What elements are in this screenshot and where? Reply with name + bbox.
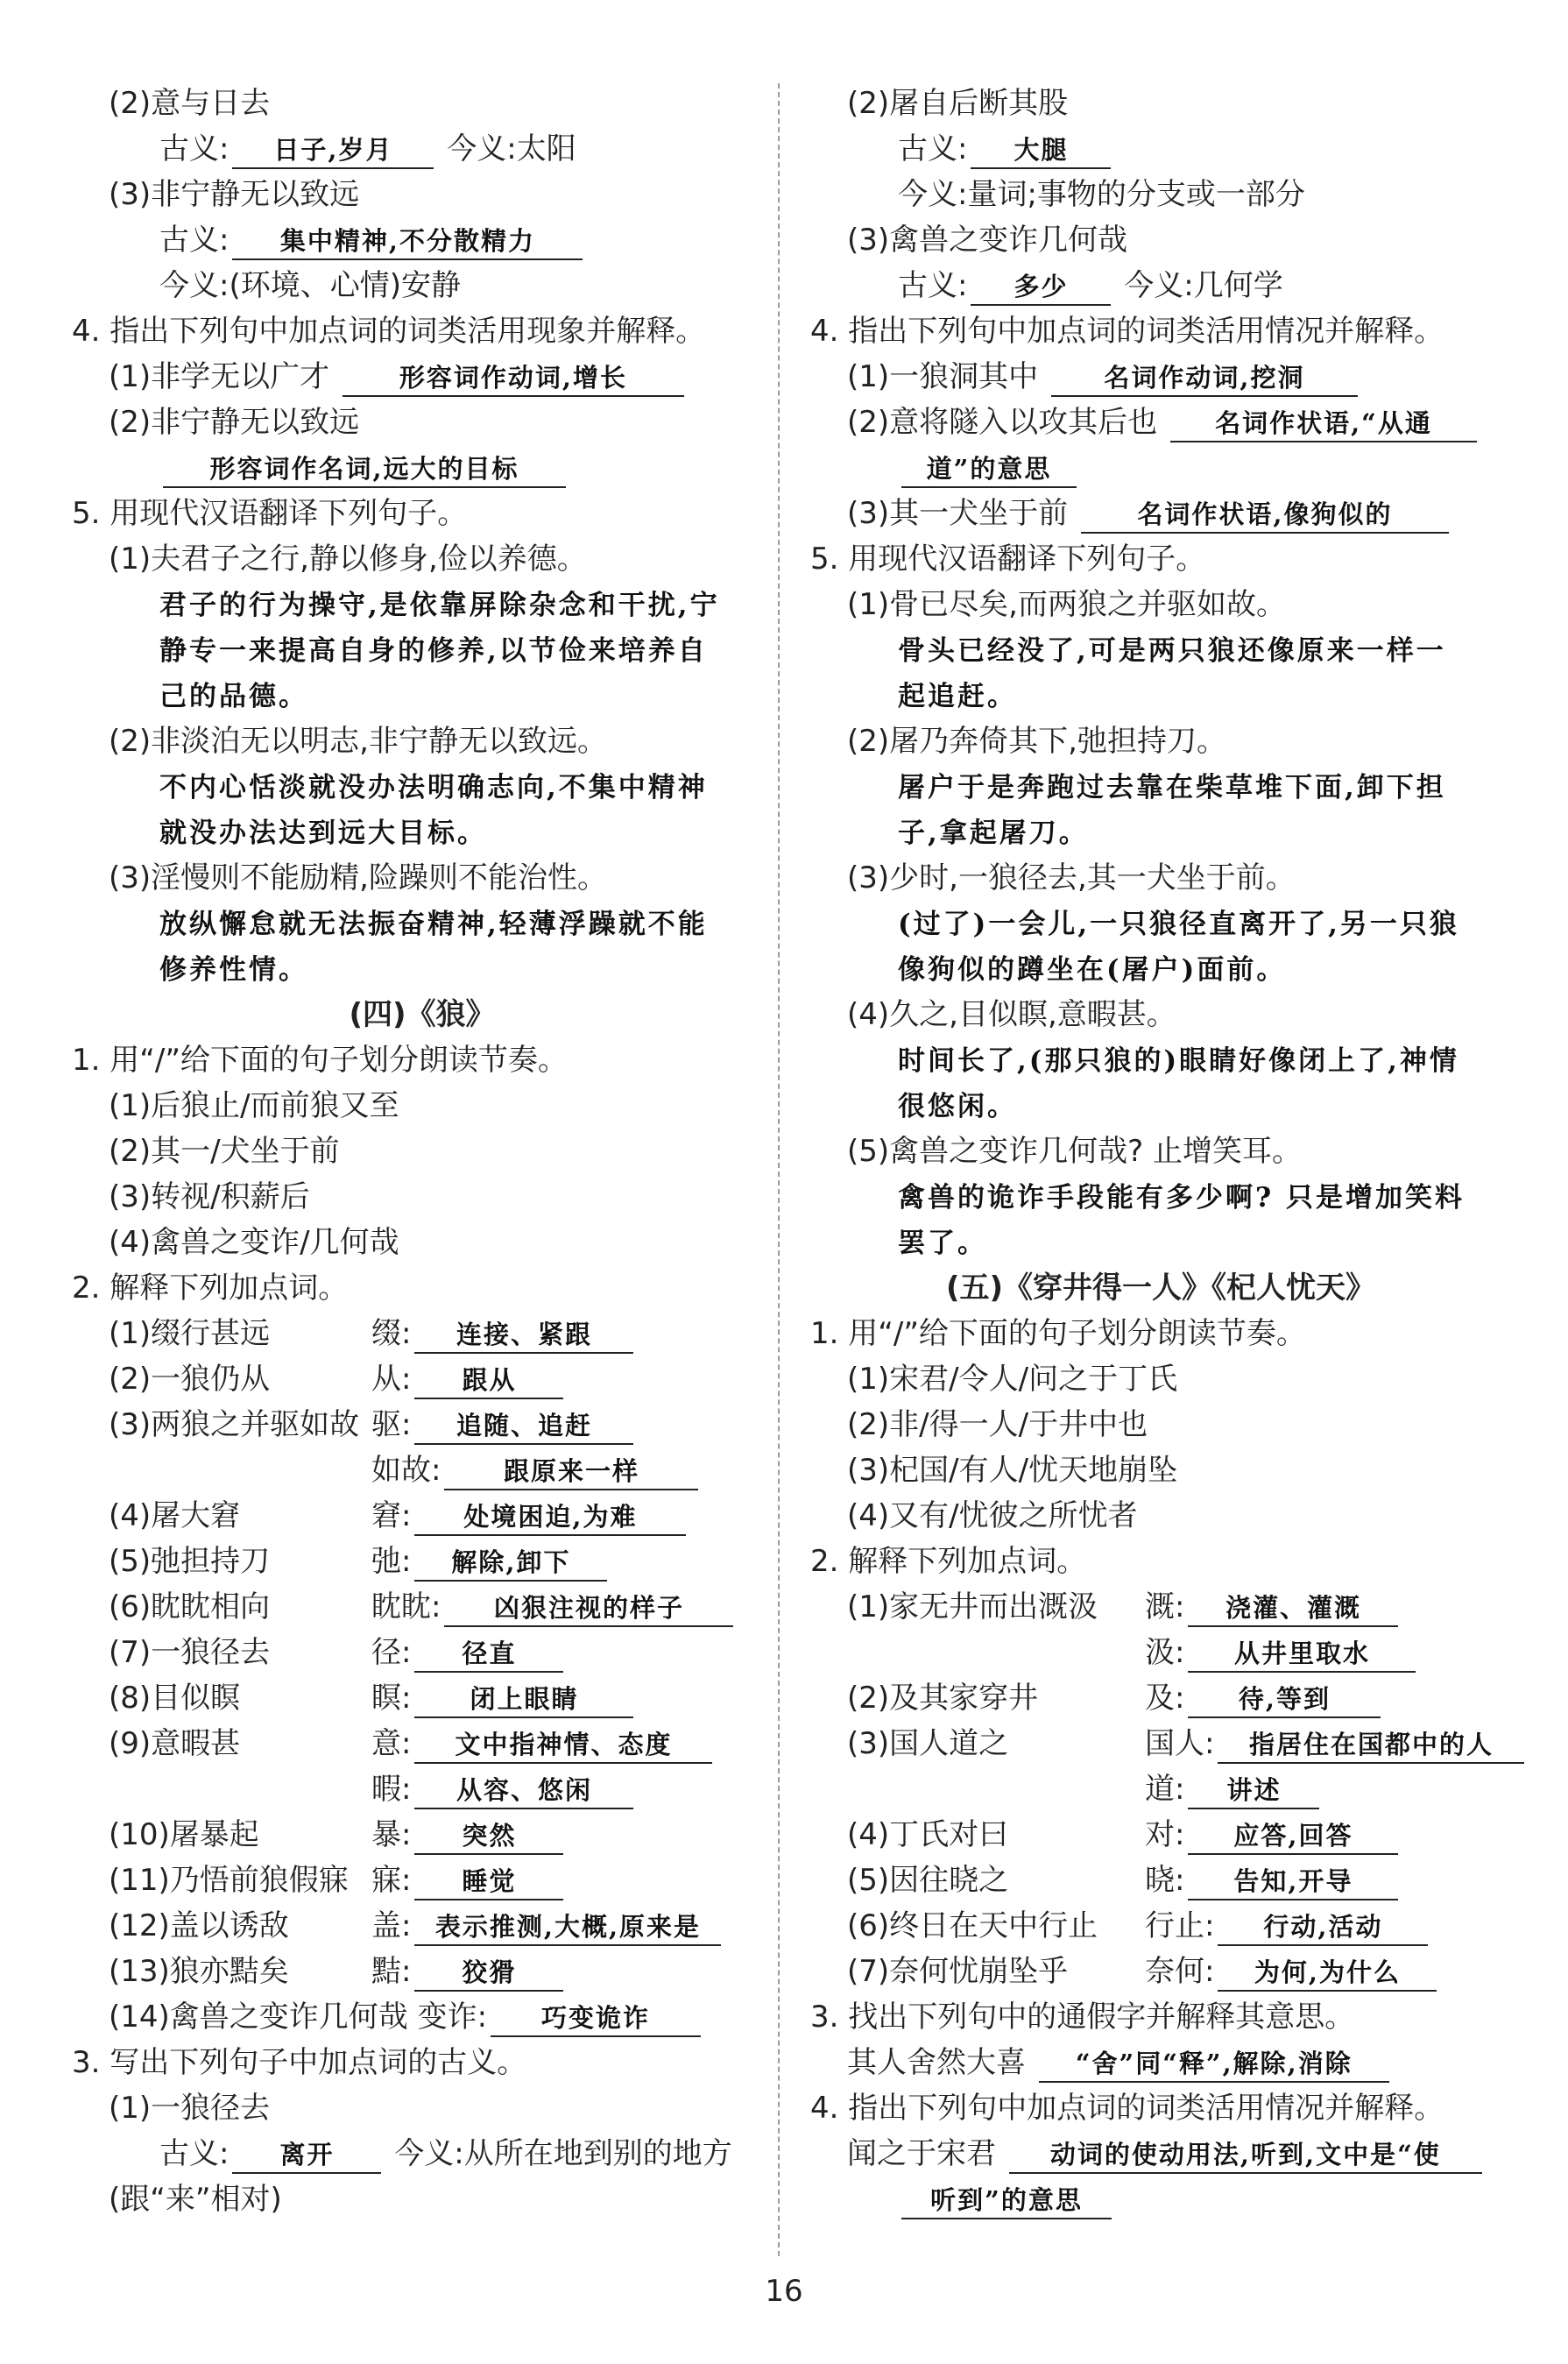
printed-text: (14)禽兽之变诈几何哉 变诈:: [109, 1999, 488, 2035]
answer-blank: 闭上眼睛: [414, 1681, 633, 1718]
printed-text: (3)非宁静无以致远: [109, 177, 360, 212]
text-line: [72, 946, 773, 992]
handwritten-answer: 子,拿起屠刀。: [898, 817, 1089, 849]
printed-text: 3. 写出下列句子中加点词的古义。: [72, 2045, 527, 2080]
printed-text: (13)狼亦黠矣: [109, 1954, 289, 1989]
printed-text: 道:: [1145, 1772, 1185, 1807]
printed-text: 1. 用“/”给下面的句子划分朗读节奏。: [810, 1316, 1306, 1351]
printed-text: (3)其一犬坐于前: [847, 496, 1077, 531]
text-line: [72, 1447, 773, 1493]
printed-text: (10)屠暴起: [109, 1817, 259, 1852]
text-line: [810, 1584, 1511, 1630]
text-line: [810, 2085, 1511, 2131]
text-line: [72, 308, 773, 354]
printed-text: (5)禽兽之变诈几何哉? 止增笑耳。: [847, 1134, 1303, 1169]
answer-blank: 径直: [414, 1636, 563, 1673]
printed-text: 盖:: [371, 1908, 412, 1943]
printed-text: 眈眈:: [371, 1589, 441, 1624]
text-line: [810, 172, 1511, 217]
printed-text: 黠:: [371, 1954, 412, 1989]
printed-text: 古义:: [898, 268, 968, 303]
printed-text: (跟“来”相对): [109, 2182, 282, 2217]
answer-blank: 行动,活动: [1218, 1909, 1428, 1946]
text-line: [72, 354, 773, 400]
printed-text: (4)久之,目似瞑,意暇甚。: [847, 997, 1176, 1032]
answer-blank: 动词的使动用法,听到,文中是“使: [1009, 2137, 1482, 2174]
handwritten-answer: 时间长了,(那只狼的)眼睛好像闭上了,神情: [898, 1045, 1459, 1077]
printed-text: 暴:: [371, 1817, 412, 1852]
text-line: [810, 1675, 1511, 1721]
handwritten-answer: 骨头已经没了,可是两只狼还像原来一样一: [898, 635, 1446, 667]
text-line: [72, 172, 773, 217]
text-line: [72, 1402, 773, 1447]
text-line: [72, 764, 773, 810]
printed-text: 意:: [371, 1726, 412, 1761]
printed-text: 奈何:: [1145, 1954, 1215, 1989]
printed-text: (6)眈眈相向: [109, 1589, 271, 1624]
printed-text: 古义:: [159, 131, 230, 166]
text-line: [810, 673, 1511, 718]
text-line: [810, 1858, 1511, 1903]
answer-blank: 离开: [232, 2137, 381, 2174]
printed-text: 2. 解释下列加点词。: [810, 1544, 1087, 1579]
handwritten-answer: (过了)一会儿,一只狼径直离开了,另一只狼: [898, 909, 1459, 940]
printed-text: 1. 用“/”给下面的句子划分朗读节奏。: [72, 1043, 568, 1078]
text-line: [810, 1812, 1511, 1858]
answer-blank: 大腿: [971, 132, 1111, 169]
printed-text: (四)《狼》: [349, 997, 496, 1032]
printed-text: 今义:太阳: [437, 131, 576, 166]
text-line: [72, 1812, 773, 1858]
text-line: [810, 308, 1511, 354]
text-line: [72, 1311, 773, 1356]
text-line: [810, 992, 1511, 1037]
text-line: [72, 1994, 773, 2040]
printed-text: (3)国人道之: [847, 1726, 1009, 1761]
printed-text: (9)意暇甚: [109, 1726, 241, 1761]
text-line: [72, 1675, 773, 1721]
text-line: [810, 855, 1511, 901]
printed-text: 暇:: [371, 1772, 412, 1807]
printed-text: (8)目似瞑: [109, 1681, 241, 1716]
printed-text: 3. 找出下列句中的通假字并解释其意思。: [810, 1999, 1355, 2035]
answer-blank: 名词作状语,像狗似的: [1081, 497, 1449, 534]
answer-blank: 从井里取水: [1188, 1636, 1416, 1673]
text-line: [72, 1356, 773, 1402]
printed-text: (12)盖以诱敌: [109, 1908, 289, 1943]
printed-text: 国人:: [1145, 1726, 1215, 1761]
text-line: [810, 126, 1511, 172]
printed-text: (1)缀行甚远: [109, 1316, 271, 1351]
text-line: [72, 718, 773, 764]
printed-text: (11)乃悟前狼假寐: [109, 1863, 349, 1898]
printed-text: 溉:: [1145, 1589, 1185, 1624]
text-line: [72, 1083, 773, 1129]
printed-text: 4. 指出下列句中加点词的词类活用情况并解释。: [810, 314, 1444, 349]
handwritten-answer: 像狗似的蹲坐在(屠户)面前。: [898, 954, 1287, 986]
text-line: [72, 81, 773, 126]
printed-text: (2)屠乃奔倚其下,弛担持刀。: [847, 724, 1226, 759]
printed-text: 古义:: [159, 2136, 230, 2171]
text-line: [72, 491, 773, 536]
answer-blank: 巧变诡诈: [491, 2000, 701, 2037]
text-line: [810, 946, 1511, 992]
answer-blank: 名词作动词,挖洞: [1051, 360, 1358, 397]
text-line: [72, 1037, 773, 1083]
text-line: [72, 1174, 773, 1220]
answer-blank: 集中精神,不分散精力: [232, 223, 583, 260]
printed-text: (2)意与日去: [109, 86, 271, 121]
text-line: [72, 1539, 773, 1584]
handwritten-answer: 起追赶。: [898, 681, 1017, 712]
text-line: [72, 2085, 773, 2131]
text-line: [72, 1721, 773, 1766]
printed-text: (7)一狼径去: [109, 1635, 271, 1670]
printed-text: 行止:: [1145, 1908, 1215, 1943]
printed-text: 径:: [371, 1635, 412, 1670]
printed-text: (6)终日在天中行止: [847, 1908, 1098, 1943]
printed-text: (1)宋君/令人/问之于丁氏: [847, 1362, 1178, 1397]
printed-text: 窘:: [371, 1498, 412, 1533]
printed-text: (1)骨已尽矣,而两狼之并驱如故。: [847, 587, 1286, 622]
printed-text: 今义:(环境、心情)安静: [159, 268, 461, 303]
printed-text: (4)禽兽之变诈/几何哉: [109, 1225, 399, 1260]
text-line: [72, 536, 773, 582]
printed-text: (五)《穿井得一人》《杞人忧天》: [945, 1270, 1376, 1306]
answer-blank: 浇灌、灌溉: [1188, 1590, 1398, 1627]
text-line: [72, 1903, 773, 1949]
printed-text: 5. 用现代汉语翻译下列句子。: [72, 496, 468, 531]
printed-text: 4. 指出下列句中加点词的词类活用现象并解释。: [72, 314, 706, 349]
printed-text: (3)少时,一狼径去,其一犬坐于前。: [847, 860, 1296, 895]
printed-text: (4)又有/忧彼之所忧者: [847, 1498, 1138, 1533]
handwritten-answer: 放纵懈怠就无法振奋精神,轻薄浮躁就不能: [159, 909, 708, 940]
printed-text: 古义:: [898, 131, 968, 166]
printed-text: 今义:几何学: [1114, 268, 1283, 303]
handwritten-answer: 就没办法达到远大目标。: [159, 817, 487, 849]
printed-text: 其人舍然大喜: [847, 2045, 1035, 2080]
text-line: [810, 764, 1511, 810]
text-line: [810, 1447, 1511, 1493]
text-line: [810, 1402, 1511, 1447]
printed-text: (2)非/得一人/于井中也: [847, 1407, 1148, 1442]
text-line: [72, 627, 773, 673]
handwritten-answer: 禽兽的诡诈手段能有多少啊? 只是增加笑料: [898, 1182, 1465, 1214]
text-line: [72, 1265, 773, 1311]
text-line: [72, 263, 773, 308]
text-line: [810, 1903, 1511, 1949]
handwritten-answer: 君子的行为操守,是依靠屏除杂念和干扰,宁: [159, 590, 720, 621]
printed-text: 今义:量词;事物的分支或一部分: [898, 177, 1305, 212]
page-number: 16: [765, 2274, 803, 2309]
answer-blank: 讲述: [1188, 1773, 1319, 1809]
answer-blank: “舍”同“释”,解除,消除: [1039, 2046, 1389, 2083]
printed-text: (4)屠大窘: [109, 1498, 241, 1533]
text-line: [810, 217, 1511, 263]
printed-text: (2)及其家穿井: [847, 1681, 1039, 1716]
handwritten-answer: 己的品德。: [159, 681, 308, 712]
printed-text: 如故:: [371, 1453, 441, 1488]
printed-text: (3)两狼之并驱如故: [109, 1407, 360, 1442]
answer-blank: 跟原来一样: [444, 1454, 698, 1490]
printed-text: 古义:: [159, 223, 230, 258]
printed-text: (1)家无井而出溉汲: [847, 1589, 1098, 1624]
printed-text: (3)禽兽之变诈几何哉: [847, 223, 1128, 258]
text-line: [72, 1630, 773, 1675]
handwritten-answer: 不内心恬淡就没办法明确志向,不集中精神: [159, 772, 708, 803]
printed-text: 从:: [371, 1362, 412, 1397]
printed-text: 及:: [1145, 1681, 1185, 1716]
text-line: [810, 1220, 1511, 1265]
text-line: [810, 2040, 1511, 2085]
answer-blank: 应答,回答: [1188, 1818, 1398, 1855]
printed-text: (1)一狼径去: [109, 2091, 271, 2126]
text-line: [72, 1949, 773, 1994]
text-line: [72, 901, 773, 946]
text-line: [72, 445, 773, 491]
text-line: [810, 1493, 1511, 1539]
answer-blank: 狡猾: [414, 1955, 563, 1992]
text-line: [72, 582, 773, 627]
text-line: [810, 627, 1511, 673]
answer-blank: 凶狠注视的样子: [444, 1590, 733, 1627]
answer-blank: 听到”的意思: [901, 2183, 1112, 2219]
printed-text: (3)杞国/有人/忧天地崩坠: [847, 1453, 1178, 1488]
answer-blank: 为何,为什么: [1218, 1955, 1437, 1992]
answer-blank: 解除,卸下: [414, 1545, 607, 1582]
text-line: [810, 263, 1511, 308]
handwritten-answer: 很悠闲。: [898, 1091, 1017, 1122]
text-line: [72, 400, 773, 445]
printed-text: (4)丁氏对曰: [847, 1817, 1009, 1852]
answer-blank: 连接、紧跟: [414, 1317, 633, 1354]
text-line: [810, 2131, 1511, 2176]
text-line: [810, 81, 1511, 126]
answer-blank: 名词作状语,“从通: [1170, 406, 1477, 442]
answer-blank: 睡觉: [414, 1864, 563, 1900]
printed-text: (1)后狼止/而前狼又至: [109, 1088, 399, 1123]
printed-text: (2)非淡泊无以明志,非宁静无以致远。: [109, 724, 607, 759]
answer-blank: 表示推测,大概,原来是: [414, 1909, 721, 1946]
text-line: [810, 810, 1511, 855]
text-line: [810, 1721, 1511, 1766]
handwritten-answer: 屠户于是奔跑过去靠在柴草堆下面,卸下担: [898, 772, 1446, 803]
text-line: [810, 1129, 1511, 1174]
handwritten-answer: 罢了。: [898, 1228, 987, 1259]
printed-text: 晓:: [1145, 1863, 1185, 1898]
text-line: [810, 536, 1511, 582]
printed-text: 瞑:: [371, 1681, 412, 1716]
text-line: [72, 1584, 773, 1630]
printed-text: 寐:: [371, 1863, 412, 1898]
text-line: [810, 1766, 1511, 1812]
text-line: [72, 1766, 773, 1812]
answer-blank: 文中指神情、态度: [414, 1727, 712, 1764]
answer-blank: 处境困迫,为难: [414, 1499, 686, 1536]
answer-blank: 告知,开导: [1188, 1864, 1398, 1900]
printed-text: (3)转视/积薪后: [109, 1179, 310, 1214]
printed-text: 4. 指出下列句中加点词的词类活用情况并解释。: [810, 2091, 1444, 2126]
text-line: [810, 718, 1511, 764]
printed-text: (5)弛担持刀: [109, 1544, 271, 1579]
answer-blank: 形容词作名词,远大的目标: [163, 451, 566, 488]
answer-blank: 从容、悠闲: [414, 1773, 633, 1809]
answer-blank: 道”的意思: [901, 451, 1077, 488]
printed-text: 缀:: [371, 1316, 412, 1351]
printed-text: 5. 用现代汉语翻译下列句子。: [810, 541, 1206, 577]
handwritten-answer: 静专一来提高自身的修养,以节俭来培养自: [159, 635, 708, 667]
text-line: [72, 2176, 773, 2222]
text-line: [810, 1630, 1511, 1675]
text-line: [810, 1949, 1511, 1994]
answer-blank: 待,等到: [1188, 1681, 1381, 1718]
printed-text: 弛:: [371, 1544, 412, 1579]
text-line: [72, 1129, 773, 1174]
printed-text: (2)非宁静无以致远: [109, 405, 360, 440]
printed-text: 闻之于宋君: [847, 2136, 1006, 2171]
text-line: [810, 400, 1511, 445]
answer-blank: 追随、追赶: [414, 1408, 633, 1445]
text-line: [72, 217, 773, 263]
text-line: [810, 1994, 1511, 2040]
printed-text: 今义:从所在地到别的地方: [385, 2136, 732, 2171]
text-line: [810, 1037, 1511, 1083]
section-heading: [810, 1265, 1511, 1311]
text-line: [810, 1174, 1511, 1220]
answer-blank: 指居住在国都中的人: [1218, 1727, 1524, 1764]
answer-blank: 跟从: [414, 1362, 563, 1399]
printed-text: 驱:: [371, 1407, 412, 1442]
text-line: [72, 673, 773, 718]
printed-text: 汲:: [1145, 1635, 1185, 1670]
left-column: [72, 81, 773, 2222]
printed-text: (2)屠自后断其股: [847, 86, 1069, 121]
section-heading: [72, 992, 773, 1037]
text-line: [810, 1311, 1511, 1356]
printed-text: (5)因往晓之: [847, 1863, 1009, 1898]
text-line: [810, 445, 1511, 491]
text-line: [72, 1493, 773, 1539]
answer-blank: 日子,岁月: [232, 132, 434, 169]
text-line: [810, 1539, 1511, 1584]
answer-blank: 多少: [971, 269, 1111, 306]
text-line: [810, 354, 1511, 400]
printed-text: (1)一狼洞其中: [847, 359, 1048, 394]
column-divider: [778, 83, 780, 2256]
printed-text: (2)其一/犬坐于前: [109, 1134, 340, 1169]
printed-text: (2)一狼仍从: [109, 1362, 271, 1397]
printed-text: 2. 解释下列加点词。: [72, 1270, 349, 1306]
printed-text: (1)夫君子之行,静以修身,俭以养德。: [109, 541, 587, 577]
printed-text: 对:: [1145, 1817, 1185, 1852]
printed-text: (2)意将隧入以攻其后也: [847, 405, 1167, 440]
text-line: [72, 1220, 773, 1265]
text-line: [72, 855, 773, 901]
handwritten-answer: 修养性情。: [159, 954, 308, 986]
text-line: [72, 1858, 773, 1903]
text-line: [810, 2176, 1511, 2222]
text-line: [72, 126, 773, 172]
text-line: [72, 2131, 773, 2176]
text-line: [72, 2040, 773, 2085]
text-line: [810, 582, 1511, 627]
right-column: [810, 81, 1511, 2222]
printed-text: (1)非学无以广才: [109, 359, 339, 394]
answer-blank: 突然: [414, 1818, 563, 1855]
printed-text: (7)奈何忧崩坠乎: [847, 1954, 1069, 1989]
text-line: [72, 810, 773, 855]
text-line: [810, 491, 1511, 536]
answer-blank: 形容词作动词,增长: [343, 360, 684, 397]
printed-text: (3)淫慢则不能励精,险躁则不能治性。: [109, 860, 607, 895]
text-line: [810, 901, 1511, 946]
text-line: [810, 1356, 1511, 1402]
text-line: [810, 1083, 1511, 1129]
